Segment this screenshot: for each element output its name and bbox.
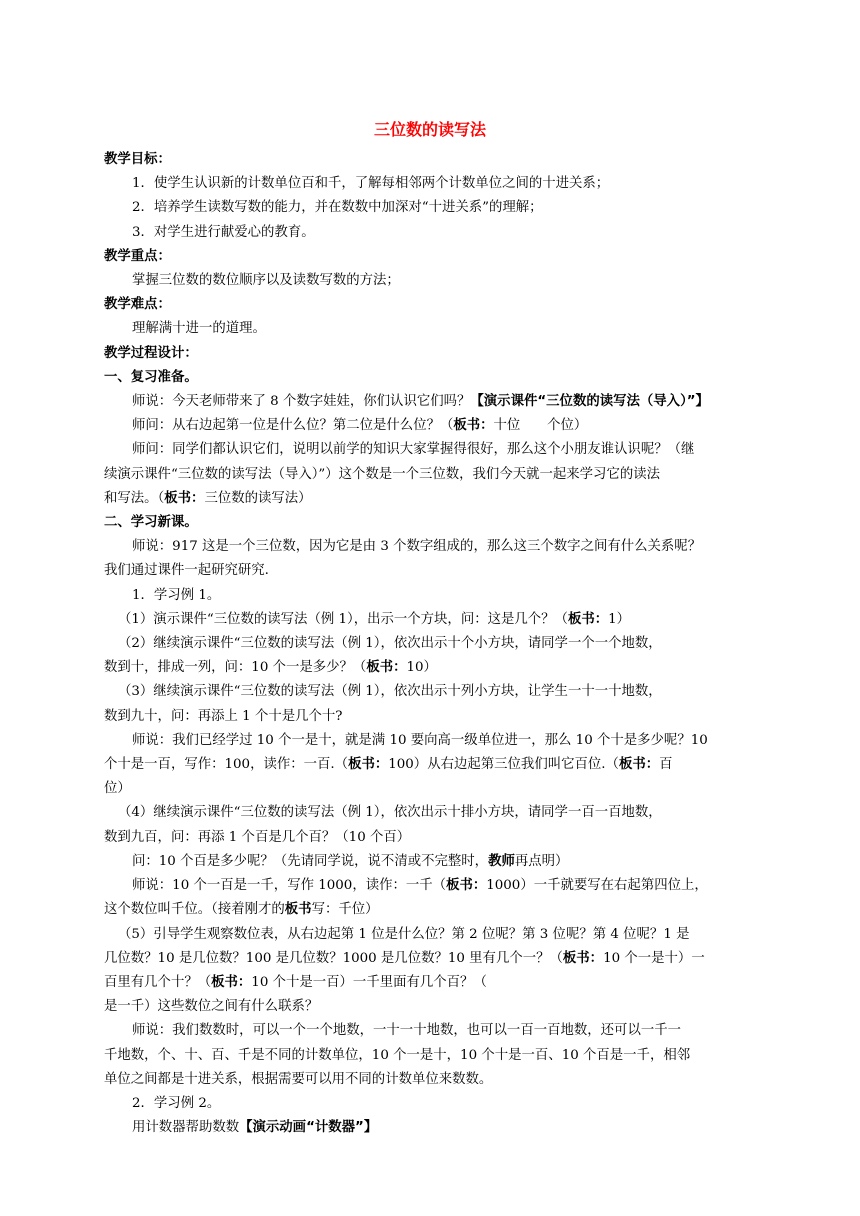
board-label: 板书：	[453, 418, 494, 434]
example-heading: 2．学习例 2。	[132, 1095, 221, 1111]
paragraph-line: 师说：我们数数时，可以一个一个地数，一十一十地数，也可以一百一百地数，还可以一千一	[132, 1023, 682, 1039]
process-heading: 教学过程设计：	[104, 345, 198, 361]
key-text: 掌握三位数的数位顺序以及读数写数的方法；	[132, 273, 400, 289]
text-run: 师问：从右边起第一位是什么位？第二位是什么位？（	[132, 418, 454, 434]
difficulty-text: 理解满十进一的道理。	[132, 321, 266, 337]
text-run: 师说：今天老师带来了 8 个数字娃娃，你们认识它们吗？	[132, 394, 471, 410]
text-run: 百	[659, 757, 673, 773]
paragraph-line: 续演示课件“三位数的读写法（导入）”）这个数是一个三位数，我们今天就一起来学习它的读法	[104, 466, 661, 482]
paragraph-line: 师说：我们已经学过 10 个一是十，就是满 10 要向高一级单位进一，那么 10 个十是多少呢？10	[132, 732, 708, 748]
board-label: 板书	[284, 902, 312, 918]
paragraph-line: 是一千）这些数位之间有什么联系？	[104, 999, 319, 1015]
text-run: 10）	[406, 660, 437, 676]
board-label: 板书：	[366, 660, 407, 676]
text-run: 问：10 个百是多少呢？（先请同学说，说不清或不完整时，	[132, 853, 489, 869]
text-run: 三位数的读写法）	[204, 490, 312, 506]
text-run: 几位数？10 是几位数？100 是几位数？1000 是几位数？10 里有几个一？（	[104, 950, 563, 966]
board-label: 板书：	[567, 611, 609, 627]
paragraph-line: 数到九十，问：再添上 1 个十是几个十?	[104, 708, 343, 724]
text-run: 写：千位）	[311, 902, 379, 918]
teacher-label: 教师	[488, 853, 515, 869]
paragraph-line	[104, 874, 756, 898]
paragraph-line: （3）继续演示课件“三位数的读写法（例 1），依次出示十列小方块，让学生一十一十地数，	[118, 684, 662, 700]
board-label: 板书：	[164, 490, 205, 506]
text-run: 10 个十是一百）一千里面有几个百？（	[251, 974, 487, 990]
goal-item: 1．使学生认识新的计数单位百和千，了解每相邻两个计数单位之间的十进关系；	[132, 176, 610, 192]
paragraph-line: 师说：917 这是一个三位数，因为它是由 3 个数字组成的，那么这三个数字之间有什么关系呢？	[132, 539, 702, 555]
goal-item: 2．培养学生读数写数的能力，并在数数中加深对“十进关系”的理解；	[132, 200, 543, 216]
text-run: 【演示课件“三位数的读写法（导入）”】	[470, 394, 709, 410]
paragraph-line: （2）继续演示课件“三位数的读写法（例 1），依次出示十个小方块，请同学一个一个地数，	[118, 636, 662, 652]
page-title: 三位数的读写法	[373, 120, 486, 139]
paragraph-line	[104, 487, 756, 511]
board-label: 板书：	[211, 974, 252, 990]
difficulty-heading: 教学难点：	[104, 297, 171, 313]
paragraph-line	[104, 656, 756, 680]
paragraph-line	[104, 850, 756, 874]
paragraph-line	[104, 1116, 756, 1140]
paragraph-line: （4）继续演示课件“三位数的读写法（例 1），依次出示十排小方块，请同学一百一百地数，	[118, 805, 662, 821]
paragraph-line: 单位之间都是十进关系，根据需要可以用不同的计数单位来数数。	[104, 1071, 493, 1087]
text-run: 再点明）	[514, 853, 569, 869]
key-heading: 教学重点：	[104, 248, 171, 264]
paragraph-line: （5）引导学生观察数位表，从右边起第 1 位是什么位？第 2 位呢？第 3 位呢？第 4 位呢？1 是	[118, 926, 690, 942]
paragraph-line	[104, 414, 756, 438]
paragraph-line	[104, 390, 756, 414]
board-label: 板书：	[562, 950, 604, 966]
goal-item: 3．对学生进行献爱心的教育。	[132, 224, 315, 240]
paragraph-line: 位）	[104, 781, 131, 797]
text-run: （1）演示课件“三位数的读写法（例 1），出示一个方块，问：这是几个？（	[118, 611, 568, 627]
text-run: 100）从右边起第三位我们叫它百位.（	[388, 757, 619, 773]
example-heading: 1．学习例 1。	[132, 587, 221, 603]
paragraph-line: 数到九百，问：再添 1 个百是几个百？（10 个百）	[104, 829, 411, 845]
paragraph-line: 我们通过课件一起研究研究.	[104, 563, 269, 579]
section-1-heading: 一、复习准备。	[104, 369, 198, 385]
board-label: 板书：	[348, 757, 389, 773]
paragraph-line: 师问：同学们都认识它们，说明以前学的知识大家掌握得很好，那么这个小朋友谁认识呢？（继	[132, 442, 695, 458]
text-run: 和写法。（	[104, 490, 165, 506]
paragraph-line	[104, 971, 756, 995]
text-run: 个十是一百，写作：100，读作：一百.（	[104, 757, 349, 773]
text-run: 十位 个位）	[493, 418, 588, 434]
board-label: 板书：	[446, 878, 487, 894]
text-run: 【演示动画“计数器”】	[239, 1120, 378, 1136]
text-run: 百里有几个十？（	[104, 974, 212, 990]
paragraph-line	[104, 898, 756, 922]
text-run: 1000）一千就要写在右起第四位上，	[486, 878, 708, 894]
text-run: 师说：10 个一百是一千，写作 1000，读作：一千（	[132, 878, 447, 894]
text-run: 10 个一是十）一	[603, 950, 705, 966]
text-run: 数到十，排成一列，问：10 个一是多少？（	[104, 660, 367, 676]
board-label: 板书：	[618, 757, 660, 773]
paragraph-line: 千地数，个、十、百、千是不同的计数单位，10 个一是十，10 个十是一百、10 个百是一千，相邻	[104, 1047, 691, 1063]
section-2-heading: 二、学习新课。	[104, 515, 198, 531]
paragraph-line	[104, 608, 756, 632]
document-body	[104, 118, 756, 1140]
text-run: 1）	[608, 611, 631, 627]
paragraph-line	[104, 947, 756, 971]
goals-heading: 教学目标：	[104, 152, 171, 167]
text-run: 这个数位叫千位。（接着刚才的	[104, 902, 285, 918]
paragraph-line	[104, 753, 756, 777]
text-run: 用计数器帮助数数	[132, 1120, 240, 1136]
